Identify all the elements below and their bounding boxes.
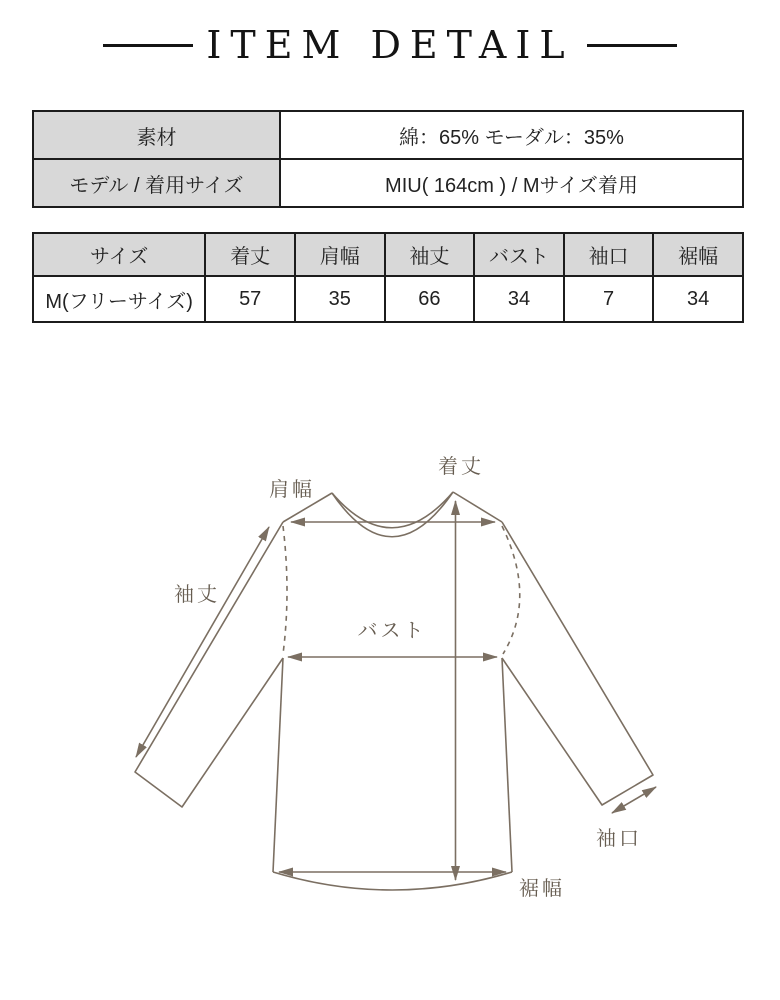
header-rule-right [587, 44, 677, 47]
size-cell-cuff: 7 [564, 276, 654, 322]
size-header-row [33, 233, 743, 276]
page-title: ITEM DETAIL [206, 23, 574, 67]
size-header-size: サイズ [33, 233, 205, 276]
size-cell-sleeve: 66 [385, 276, 475, 322]
hem-curve [273, 872, 512, 890]
size-header-cuff: 袖口 [564, 233, 654, 276]
garment-diagram [0, 430, 780, 930]
spec-value-material: 綿：65% モーダル：35% [280, 111, 743, 159]
size-cell-shoulder: 35 [295, 276, 385, 322]
label-cuff: 袖口 [596, 828, 642, 850]
size-header-hem: 裾幅 [653, 233, 743, 276]
armhole-dashed-right [502, 526, 520, 654]
size-header-length: 着丈 [205, 233, 295, 276]
size-header-bust: バスト [474, 233, 564, 276]
cuff-opening-arrow [612, 787, 656, 813]
spec-row-model [33, 159, 743, 207]
garment-outline [135, 492, 653, 890]
size-header-shoulder: 肩幅 [295, 233, 385, 276]
size-cell-hem: 34 [653, 276, 743, 322]
page-header [0, 18, 780, 72]
armhole-dashed-left [283, 526, 287, 654]
size-cell-length: 57 [205, 276, 295, 322]
sleeve-left [135, 522, 283, 807]
size-header-sleeve: 袖丈 [385, 233, 475, 276]
spec-table [32, 110, 744, 208]
neckline-front [332, 492, 453, 537]
label-body-length: 着丈 [438, 456, 484, 478]
sleeve-length-arrow [136, 527, 269, 757]
side-seam-right [502, 658, 512, 872]
size-table [32, 232, 744, 323]
spec-value-model: MIU( 164cm ) / Mサイズ着用 [280, 159, 743, 207]
size-cell-bust: 34 [474, 276, 564, 322]
spec-label-material: 素材 [33, 111, 280, 159]
shoulder-seam-right [453, 492, 502, 522]
size-value-row [33, 276, 743, 322]
label-hem-width: 裾幅 [519, 878, 565, 900]
spec-row-material [33, 111, 743, 159]
spec-label-model: モデル / 着用サイズ [33, 159, 280, 207]
measure-arrows [136, 501, 656, 880]
label-shoulder-width: 肩幅 [269, 479, 315, 501]
size-cell-name: M(フリーサイズ) [33, 276, 205, 322]
header-rule-left [103, 44, 193, 47]
sleeve-right [502, 522, 653, 805]
label-bust: バスト [357, 620, 427, 642]
label-sleeve-length: 袖丈 [174, 584, 220, 606]
side-seam-left [273, 658, 283, 872]
